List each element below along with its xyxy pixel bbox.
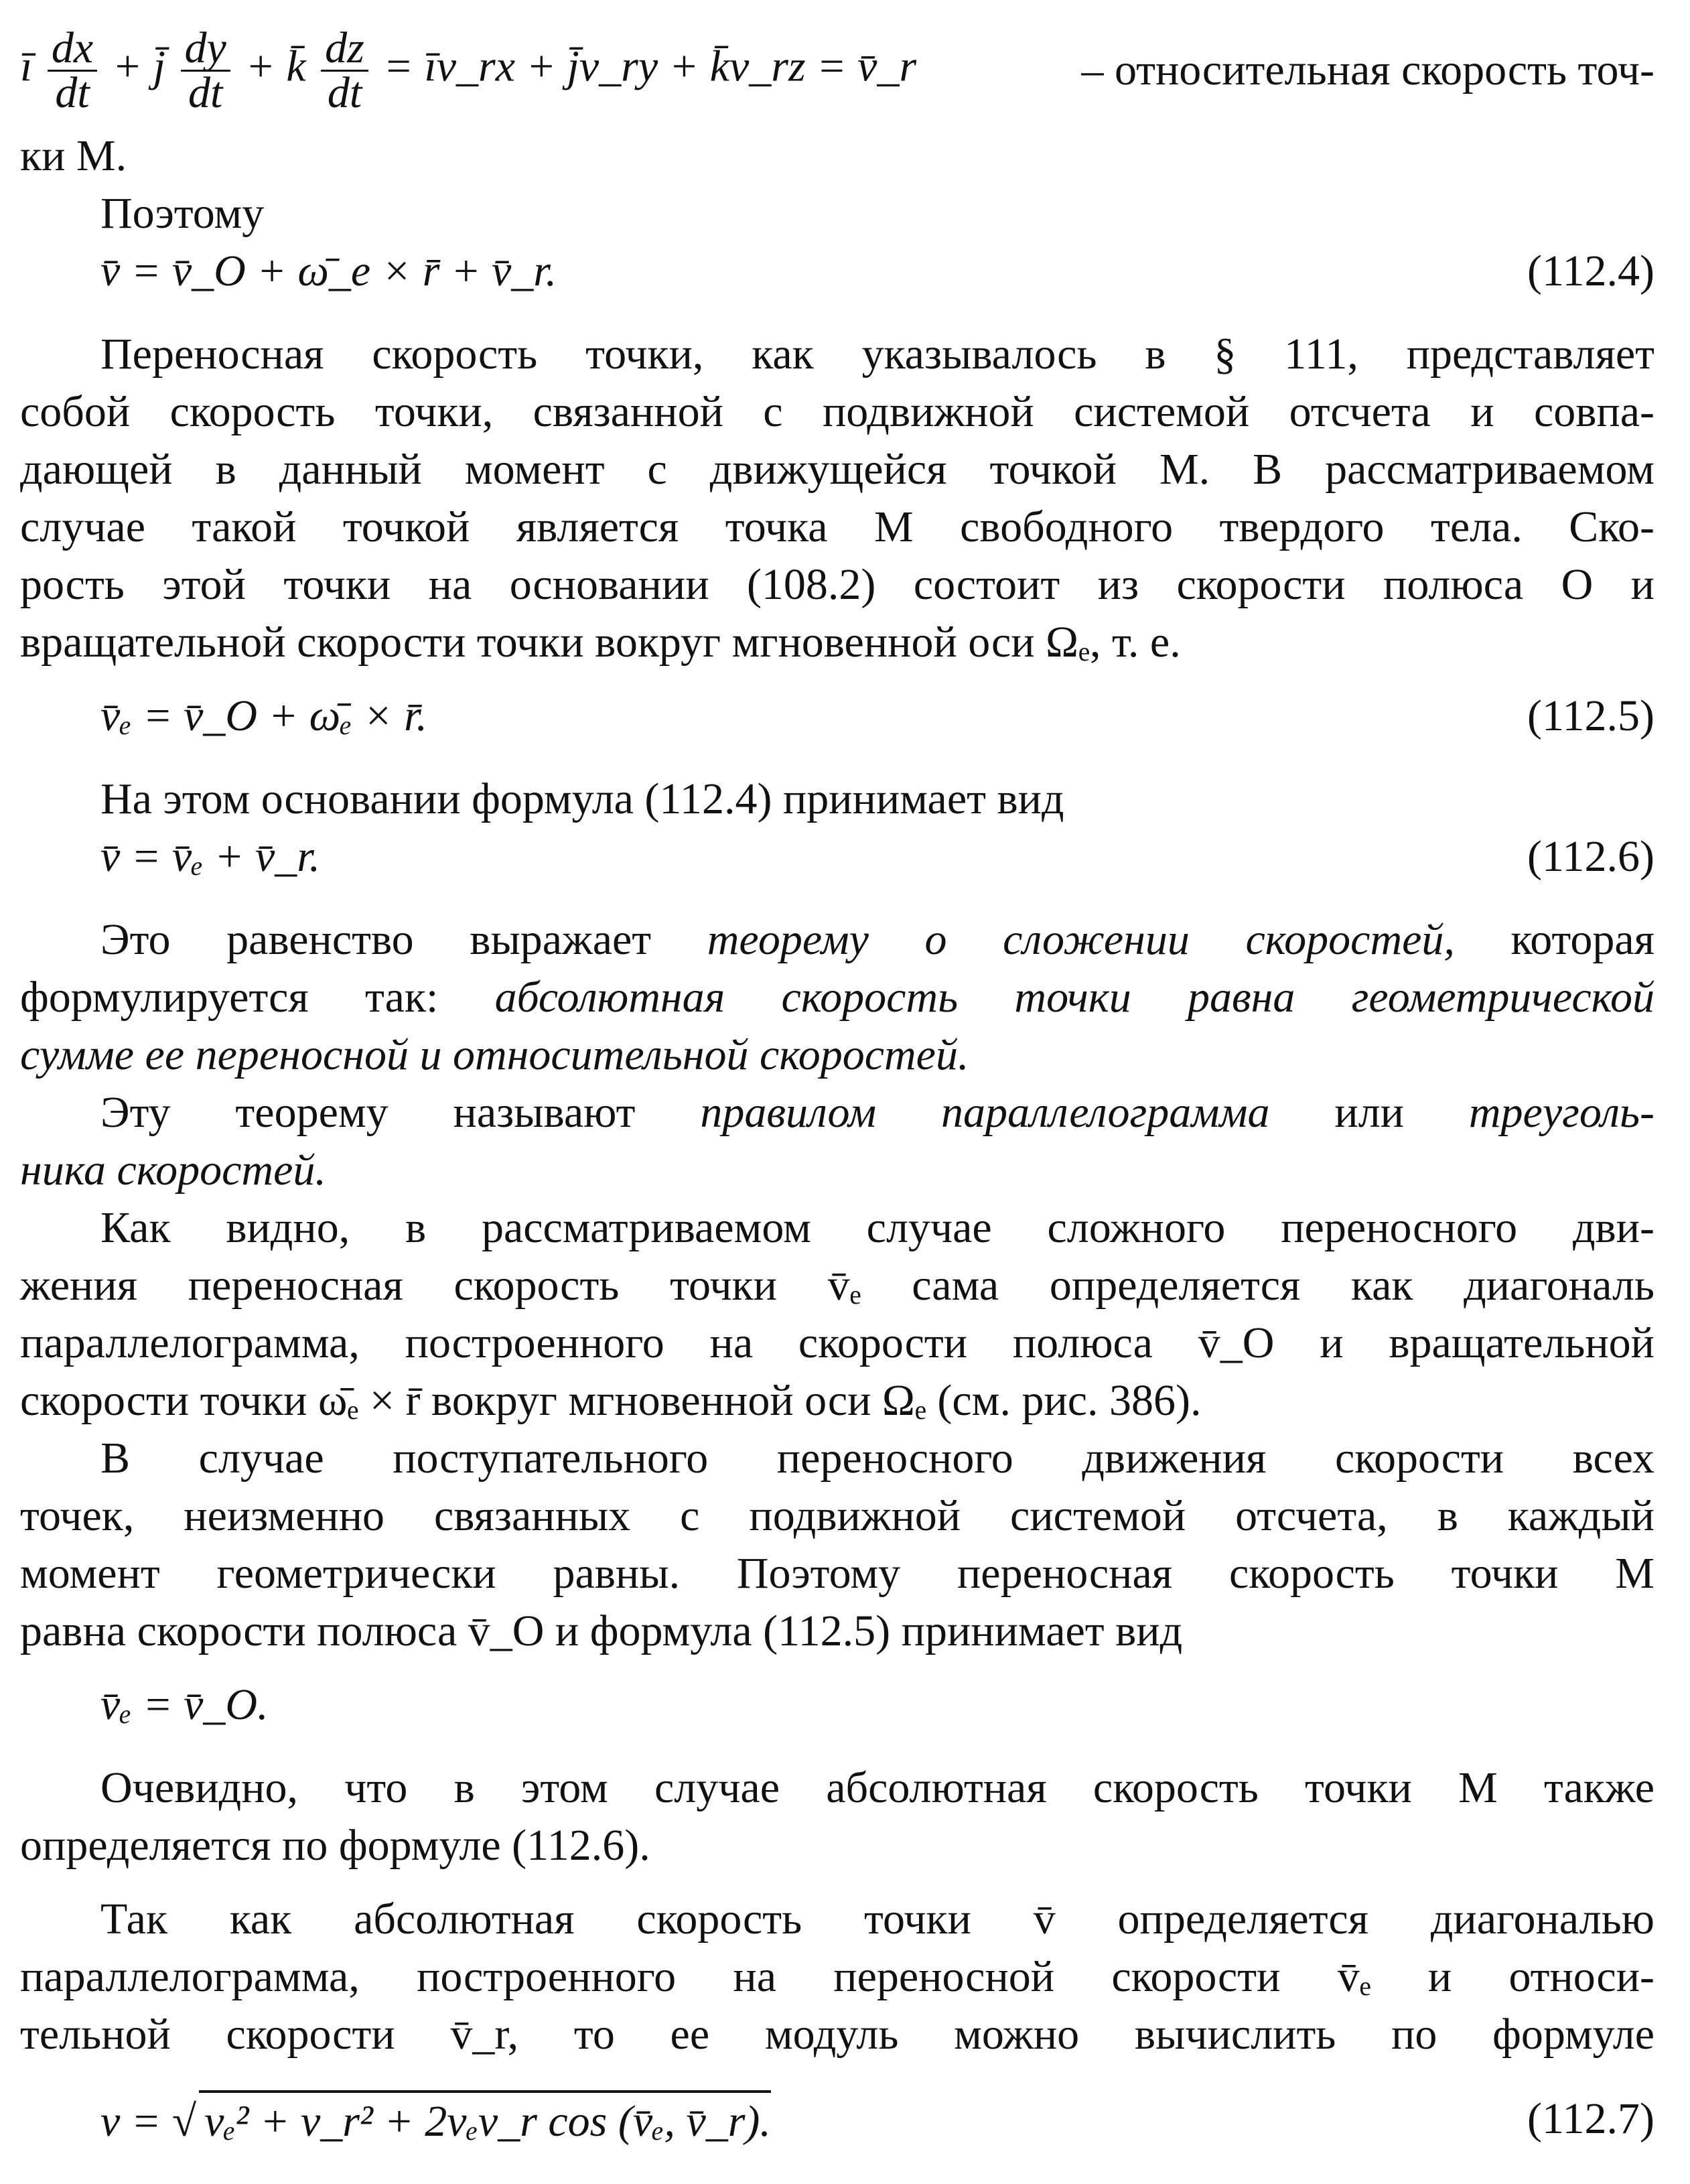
text-line: Очевидно, что в этом случае абсолютная скорость точки M также (100, 1763, 1654, 1812)
equation-expression: v̄ = v̄_O + ω̄_e × r̄ + v̄_r. (100, 247, 557, 295)
equation-112-6 (20, 828, 1654, 895)
text-span: Это равенство выражает (100, 915, 707, 964)
text-line (20, 1142, 1654, 1199)
equation-expression: v̄ = v̄ₑ + v̄_r. (100, 832, 321, 881)
text-line (20, 969, 1654, 1026)
emphasis-statement: абсолютная скорость точки равна геометрической (494, 973, 1654, 1022)
text-line: ки M. (20, 131, 127, 180)
text-line: Так как абсолютная скорость точки v̄ определяется диагональю (100, 1895, 1654, 1943)
text-line: Переносная скорость точки, как указывалось в § 111, представляет (100, 330, 1654, 379)
text-line: рость этой точки на основании (108.2) состоит из скорости полюса O и (20, 560, 1654, 609)
text-line: тельной скорости v̄_r, то ее модуль можно вычислить по формуле (20, 2010, 1654, 2059)
equation-number: (112.4) (1527, 247, 1654, 295)
equation-lhs: v = (100, 2097, 172, 2146)
text-line: В случае поступательного переносного движения скорости всех (100, 1434, 1654, 1483)
text-line (20, 1026, 1654, 1084)
text-line: Как видно, в рассматриваемом случае сложного переносного дви- (100, 1203, 1654, 1252)
text-line: точек, неизменно связанных с подвижной системой отсчета, в каждый (20, 1491, 1654, 1540)
equation-number: (112.5) (1527, 691, 1654, 740)
text-span: Эту теорему называют (100, 1088, 701, 1137)
fraction-numerator: dx (48, 27, 97, 72)
fraction-denominator: dt (188, 68, 223, 117)
text-line (20, 1084, 1654, 1142)
sqrt-sign-icon: √ (171, 2097, 197, 2146)
text-line: Поэтому (100, 189, 265, 238)
text-line: собой скорость точки, связанной с подвижной системой отсчета и совпа- (20, 387, 1654, 436)
emphasis-statement: сумме ее переносной и относительной скоростей. (20, 1030, 969, 1079)
fraction-numerator: dy (181, 27, 230, 72)
emphasis-theorem: теорему о сложении скоростей, (707, 915, 1455, 964)
unit-vector-i: ī (20, 42, 33, 91)
text-line: На этом основании формула (112.4) принимает вид (100, 774, 1064, 823)
equation-ve-equals-vo (20, 1676, 1654, 1743)
formula-rhs: = īv_rx + j̄v_ry + k̄v_rz = v̄_r (383, 42, 917, 91)
equation-number: (112.6) (1527, 832, 1654, 881)
equation-112-4 (20, 243, 1654, 310)
text-line: параллелограмма, построенного на переносной скорости v̄ₑ и относи- (20, 1952, 1654, 2001)
text-line: дающей в данный момент с движущейся точкой M. В рассматриваемом (20, 445, 1654, 494)
text-line: скорости точки ω̄ₑ × r̄ вокруг мгновенной оси Ωₑ (см. рис. 386). (20, 1376, 1202, 1425)
equation-expression: v̄ₑ = v̄_O. (100, 1680, 269, 1729)
equation-radicand: vₑ² + v_r² + 2vₑv_r cos (v̄ₑ, v̄_r). (199, 2090, 771, 2151)
text-line: параллелограмма, построенного на скорости полюса v̄_O и вращательной (20, 1318, 1654, 1367)
text-span: которая (1454, 915, 1654, 964)
text-span: формулируется так: (20, 973, 495, 1022)
formula-description: – относительная скорость точ- (1081, 46, 1654, 94)
formula-lhs (20, 23, 917, 117)
unit-vector-j: + j̄ (112, 42, 166, 91)
emphasis-rule: треуголь- (1468, 1088, 1655, 1137)
fraction-dz-dt (321, 23, 368, 117)
emphasis-rule: ника скоростей. (20, 1146, 326, 1195)
equation-112-7 (20, 2090, 1654, 2157)
text-line: жения переносная скорость точки v̄ₑ сама определяется как диагональ (20, 1261, 1654, 1310)
fraction-numerator: dz (321, 27, 368, 72)
fraction-dy-dt (181, 23, 230, 117)
text-line: случае такой точкой является точка M свободного твердого тела. Ско- (20, 502, 1654, 551)
emphasis-rule: правилом параллелограмма (700, 1088, 1270, 1137)
fraction-dx-dt (48, 23, 97, 117)
fraction-denominator: dt (55, 68, 90, 117)
text-span: или (1269, 1088, 1469, 1137)
equation-expression: v̄ₑ = v̄_O + ω̄ₑ × r̄. (100, 691, 427, 740)
fraction-denominator: dt (327, 68, 362, 117)
document-page (20, 13, 1654, 2157)
text-line: момент геометрически равны. Поэтому переносная скорость точки M (20, 1549, 1654, 1598)
equation-112-5 (20, 687, 1654, 754)
unit-vector-k: + k̄ (245, 42, 306, 91)
text-line: равна скорости полюса v̄_O и формула (112.5) принимает вид (20, 1607, 1183, 1655)
relative-velocity-formula (20, 13, 1654, 127)
text-line: вращательной скорости точки вокруг мгновенной оси Ωₑ, т. е. (20, 618, 1181, 667)
text-line (20, 911, 1654, 969)
text-line: определяется по формуле (112.6). (20, 1821, 650, 1870)
equation-number: (112.7) (1527, 2094, 1654, 2143)
